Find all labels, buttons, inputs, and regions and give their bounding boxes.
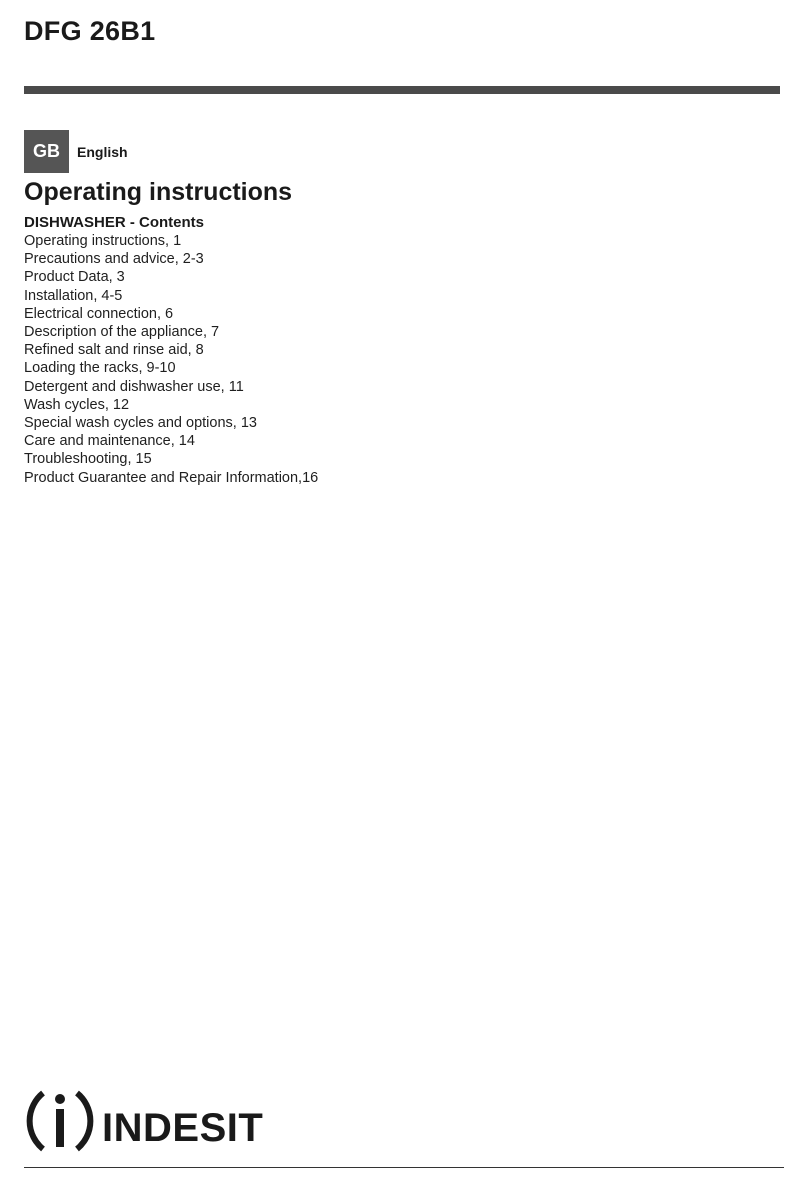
document-title: Operating instructions: [24, 178, 293, 206]
toc-item: Wash cycles, 12: [24, 396, 130, 413]
contents-heading: DISHWASHER - Contents: [24, 214, 204, 231]
table-of-contents: [24, 232, 318, 487]
toc-item: Operating instructions, 1: [24, 233, 182, 249]
toc-item: Loading the racks, 9-10: [24, 360, 176, 377]
model-number: DFG 26B1: [24, 16, 156, 46]
toc-item: Troubleshooting, 15: [24, 451, 152, 468]
toc-item: Product Guarantee and Repair Information,16: [24, 469, 319, 486]
language-code-badge: GB: [24, 130, 69, 173]
toc-item: Installation, 4-5: [24, 287, 123, 304]
toc-item: Precautions and advice, 2-3: [24, 251, 204, 268]
indesit-logo-icon: [24, 1085, 284, 1157]
toc-item: Refined salt and rinse aid, 8: [24, 342, 204, 359]
footer-divider: [24, 1167, 784, 1168]
toc-item: Special wash cycles and options, 13: [24, 415, 257, 432]
toc-item: Electrical connection, 6: [24, 305, 174, 322]
brand-wordmark: INDESIT: [102, 1106, 264, 1150]
toc-item: Description of the appliance, 7: [24, 324, 220, 341]
language-row: [24, 130, 128, 173]
toc-item: Care and maintenance, 14: [24, 433, 195, 450]
toc-item: Product Data, 3: [24, 269, 125, 286]
header-divider: [24, 86, 780, 94]
language-name: English: [77, 143, 128, 160]
toc-item: Detergent and dishwasher use, 11: [24, 378, 244, 395]
